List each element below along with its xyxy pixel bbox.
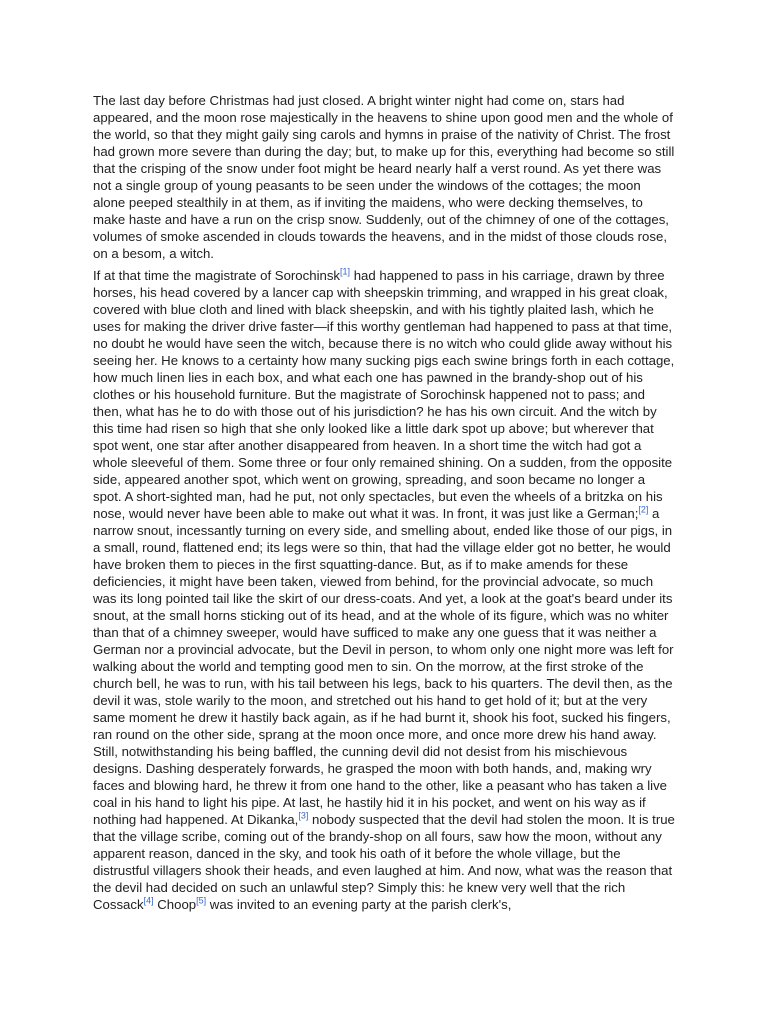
paragraph-1 xyxy=(93,92,676,262)
text-run: had happened to pass in his carriage, drawn by three horses, his head covered by a lancer cap with sheepskin trimming, and wrapped in his great cloak, covered with blue cloth and lined with black sheepskin, and with his tightly plaited lash, which he uses for making the driver drive faster—if this worthy gentleman had happened to pass at that time, no doubt he would have seen the witch, because there is no witch who could glide away without his seeing her. He knows to a certainty how many sucking pigs each swine brings forth in each cottage, how much linen lies in each box, and what each one has pawned in the brandy-shop out of his clothes or his household furniture. But the magistrate of Sorochinsk happened not to pass; and then, what has he to do with those out of his jurisdiction? he has his own circuit. And the witch by this time had risen so high that she only looked like a little dark spot up above; but wherever that spot went, one star after another disappeared from heaven. In a short time the witch had got a whole sleeveful of them. Some three or four only remained shining. On a sudden, from the opposite side, appeared another spot, which went on growing, spreading, and soon became no longer a spot. A short-sighted man, had he put, not only spectacles, but even the wheels of a britzka on his nose, would never have been able to make out what it was. In front, it was just like a German; xyxy=(93,268,675,521)
paragraph-2 xyxy=(93,267,676,913)
document-body xyxy=(93,92,676,918)
footnote-link[interactable]: [1] xyxy=(340,266,351,277)
text-run: The last day before Christmas had just closed. A bright winter night had come on, stars had appeared, and the moon rose majestically in the heavens to shine upon good men and the whole of the world, so that they might gaily sing carols and hymns in praise of the nativity of Christ. The frost had grown more severe than during the day; but, to make up for this, everything had become so still that the crisping of the snow under foot might be heard nearly half a verst round. As yet there was not a single group of young peasants to be seen under the windows of the cottages; the moon alone peeped stealthily in at them, as if inviting the maidens, who were decking themselves, to make haste and have a run on the crisp snow. Suddenly, out of the chimney of one of the cottages, volumes of smoke ascended in clouds towards the heavens, and in the midst of those clouds rose, on a besom, a witch. xyxy=(93,93,675,261)
footnote-link[interactable]: [3] xyxy=(298,810,309,821)
footnote-link[interactable]: [4] xyxy=(143,895,154,906)
text-run: nobody suspected that the devil had stolen the moon. It is true that the village scribe, coming out of the brandy-shop on all fours, saw how the moon, without any apparent reason, danced in the sky, and took his oath of it before the whole village, but the distrustful villagers shook their heads, and even laughed at him. And now, what was the reason that the devil had decided on such an unlawful step? Simply this: he knew very well that the rich Cossack xyxy=(93,812,675,912)
footnote-link[interactable]: [2] xyxy=(638,504,649,515)
text-run: was invited to an evening party at the parish clerk's, xyxy=(206,897,512,912)
text-run: Choop xyxy=(153,897,197,912)
footnote-link[interactable]: [5] xyxy=(196,895,207,906)
text-run: a narrow snout, incessantly turning on every side, and smelling about, ended like those of our pigs, in a small, round, flattened end; its legs were so thin, that had the village elder got no better, he would have broken them to pieces in the first squatting-dance. But, as if to make amends for these deficiencies, it might have been taken, viewed from behind, for the provincial advocate, so much was its long pointed tail like the skirt of our dress-coats. And yet, a look at the goat's beard under its snout, at the small horns sticking out of its head, and at the whole of its figure, which was no whiter than that of a chimney sweeper, would have sufficed to make any one guess that it was neither a German nor a provincial advocate, but the Devil in person, to whom only one night more was left for walking about the world and tempting good men to sin. On the morrow, at the first stroke of the church bell, he was to run, with his tail between his legs, back to his quarters. The devil then, as the devil it was, stole warily to the moon, and stretched out his hand to get hold of it; but at the very same moment he drew it hastily back again, as if he had burnt it, shook his foot, sucked his fingers, ran round on the other side, sprang at the moon once more, and once more drew his hand away. Still, notwithstanding his being baffled, the cunning devil did not desist from his mischievous designs. Dashing desperately forwards, he grasped the moon with both hands, and, making wry faces and blowing hard, he threw it from one hand to the other, like a peasant who has taken a live coal in his hand to light his pipe. At last, he hastily hid it in his pocket, and went on his way as if nothing had happened. At Dikanka, xyxy=(93,506,674,827)
text-run: If at that time the magistrate of Sorochinsk xyxy=(93,268,341,283)
